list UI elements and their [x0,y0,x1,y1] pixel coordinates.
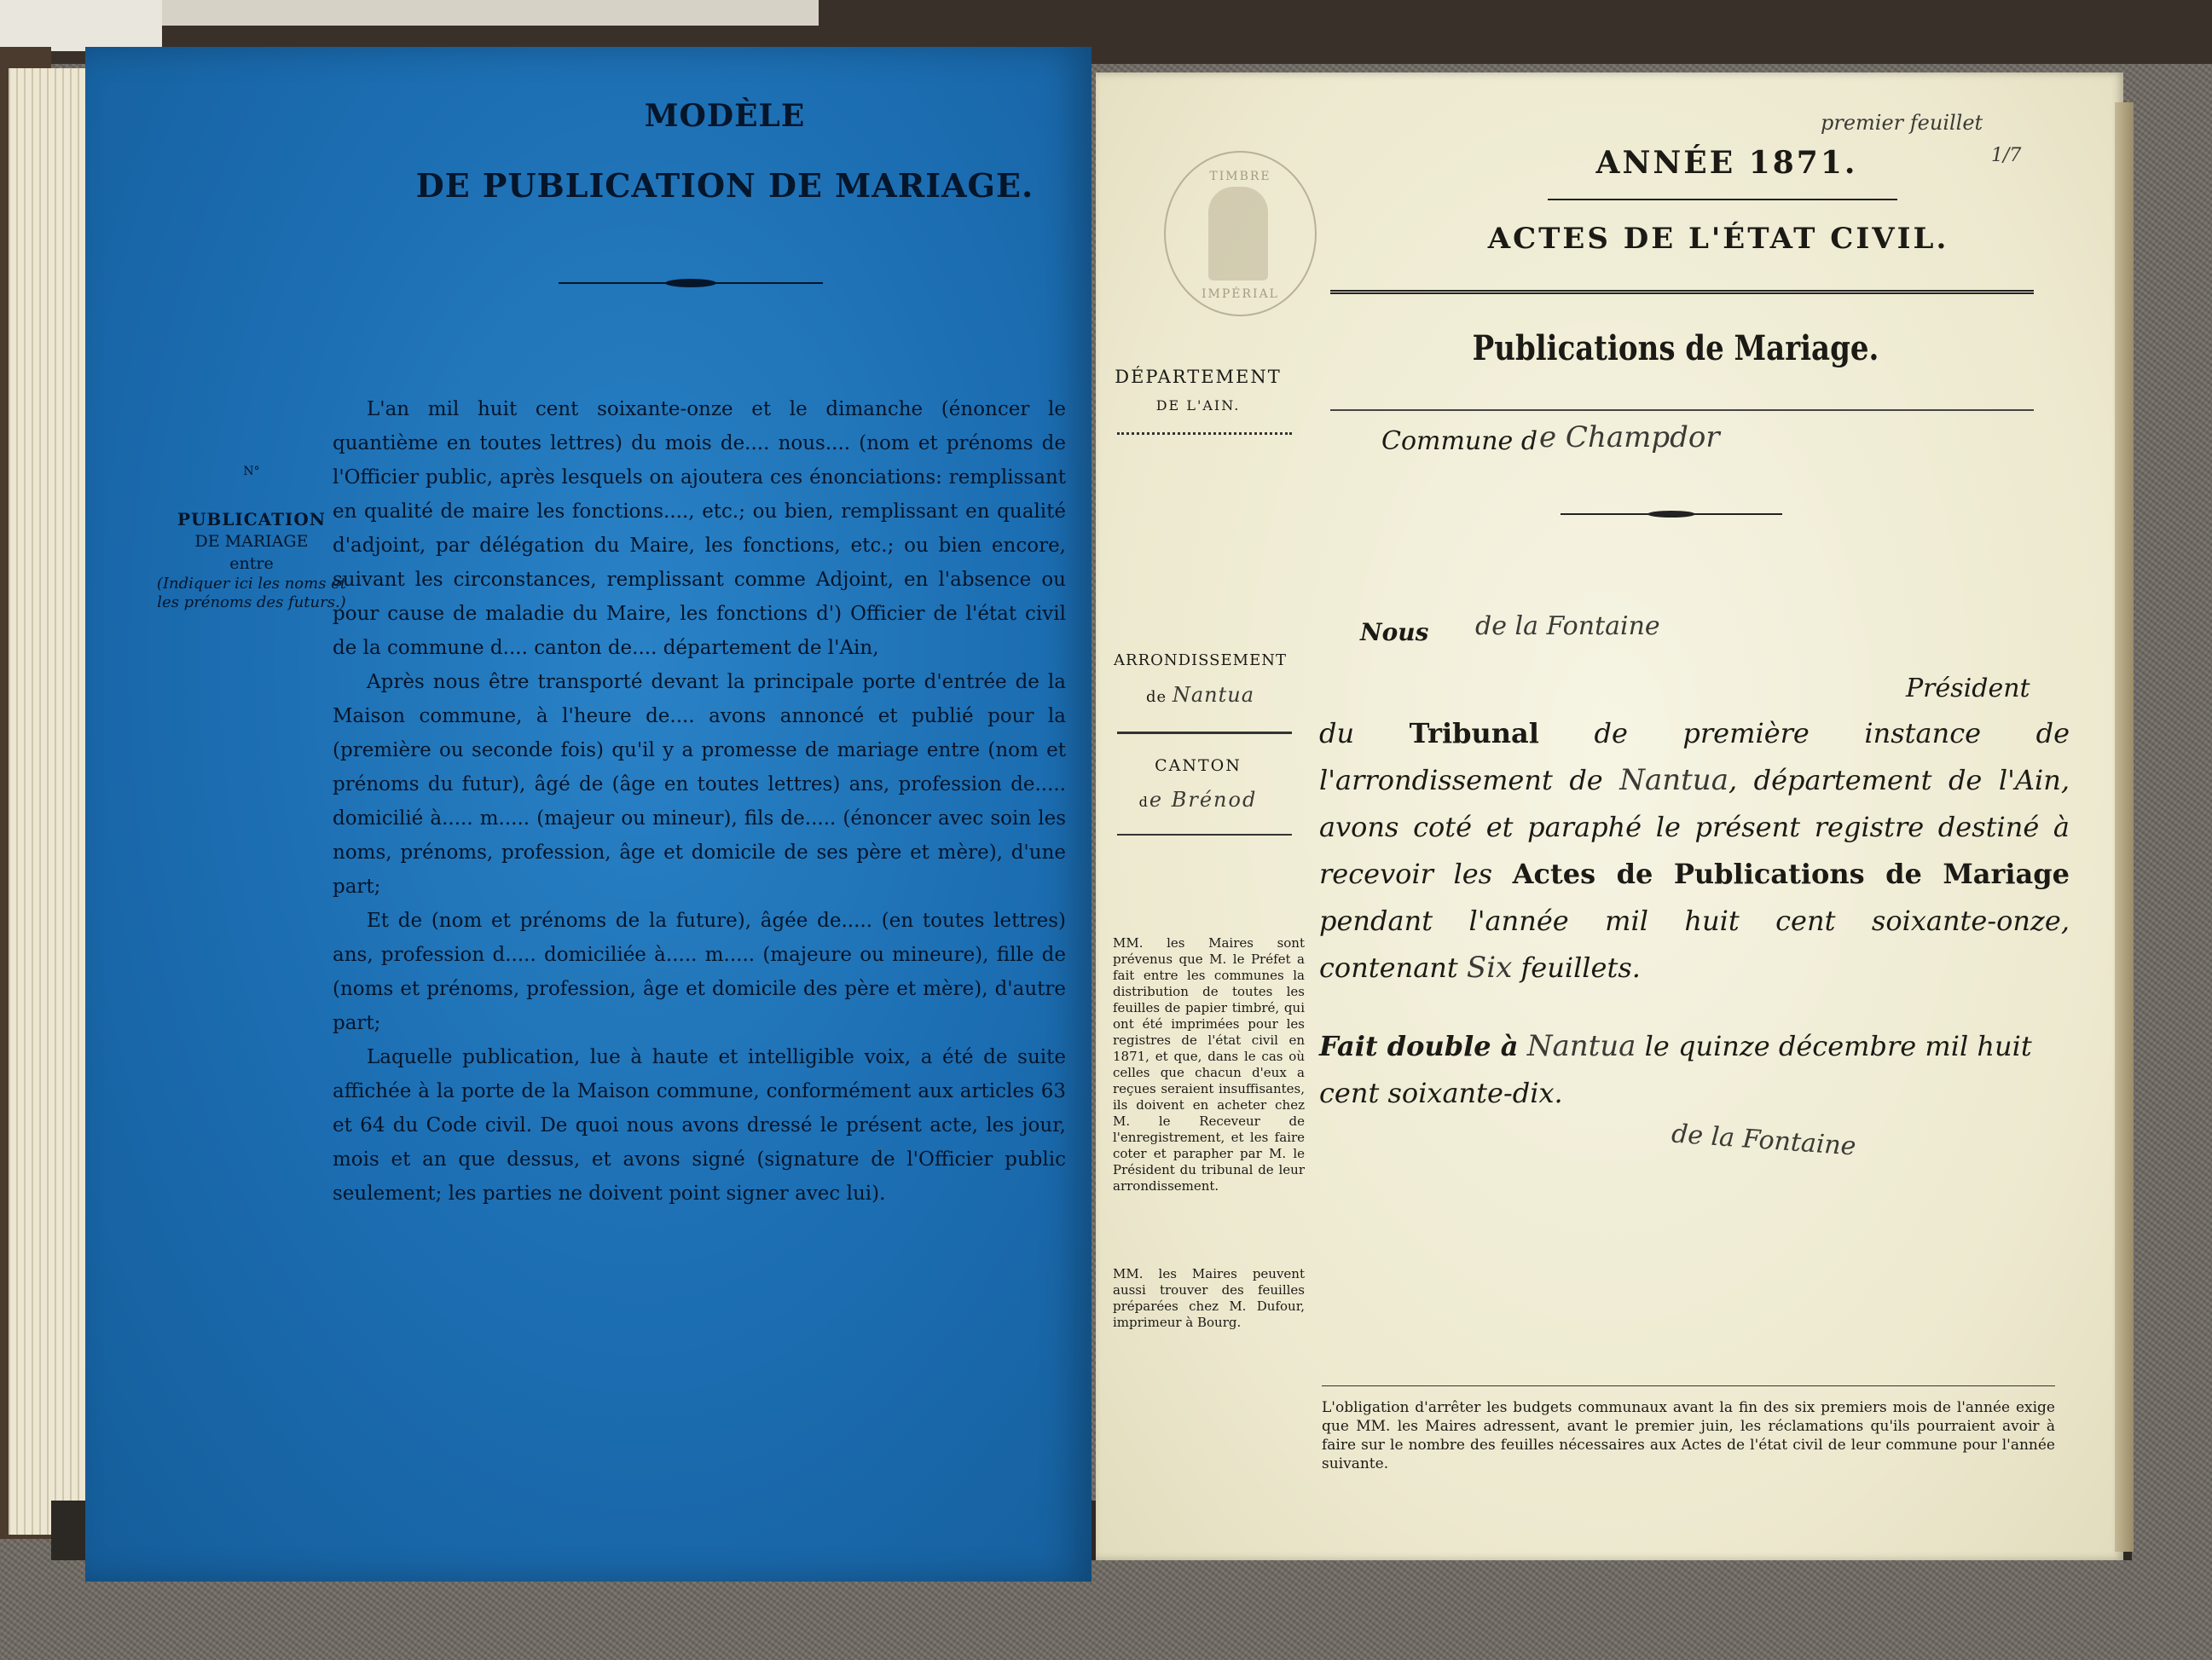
fait-b: le quinze décembre mil huit cent soixante-dix. [1319,1030,2032,1109]
canton: CANTON [1155,756,1242,775]
main-handwritten-six: Six [1466,951,1513,985]
main-actes: Actes de Publications de Mariage [1512,858,2070,890]
main-e: feuillets. [1520,951,1641,984]
handwritten-folio-number: 1/7 [1991,145,2022,166]
paper-corner [0,0,162,51]
obligation-note: L'obligation d'arrêter les budgets communaux avant la fin des six premiers mois de l'année exige que MM. les Maires adressent, avant le premier juin, les réclamations qu'ils pourraient avoir à faire sur le nombre des feuilles nécessaires aux Actes de l'état civil de leur commune pour l'année suivante. [1322,1399,2055,1472]
left-page-blue [85,47,1092,1582]
publications-heading: Publications de Mariage. [1472,328,1879,368]
actes-heading: ACTES DE L'ÉTAT CIVIL. [1487,222,1949,256]
arrondissement-label [1100,644,1300,714]
main-c: , département de l'Ain, avons coté et paraphé le présent registre destiné à recevoir les [1319,764,2070,890]
double-rule [1330,290,2034,294]
seal-figure [1208,187,1268,281]
paper-edge [162,0,819,26]
left-body-text [333,392,1066,1211]
stamp-text-left: TIMBRE [1209,170,1271,183]
de-l-ain: DE L'AIN. [1155,397,1241,414]
arr-de: de [1145,688,1167,706]
side-indiquer: (Indiquer ici les noms et les prénoms des futurs.) [156,575,347,611]
arrondissement-value [1100,678,1300,714]
departement-label [1100,362,1296,420]
main-tribunal: Tribunal [1409,717,1539,749]
fait-double [1319,1023,2070,1117]
rule [1330,409,2034,411]
rule [1117,732,1292,734]
commune-handwritten: e Champdor [1539,420,1720,454]
rule [1322,1385,2055,1386]
fait-a: Fait double à [1319,1030,1519,1062]
left-para-1: L'an mil huit cent soixante-onze et le dimanche (énoncer le quantième en toutes lettres) du mois de.... nous.... (nom et prénoms de l'Officier public, après lesquels on ajoutera ces énonciations: remplissant en qualité de maire les fonctions...., etc.; ou bien, remplissant en qualité d'adjoint, par délégation du Maire, les fonctions, etc.; ou bien encore, suivant les circonstances, remplissant comme Adjoint, en l'absence ou pour cause de maladie du Maire, les fonctions d') Officier de l'état civil de la commune d.... canton de.... département de l'Ain, [333,398,1066,659]
ornament-divider [1561,509,1782,519]
stamp-text-right: IMPÉRIAL [1202,287,1279,301]
left-margin-labels [153,460,350,612]
rule [1117,432,1292,435]
canton-value [1100,783,1296,819]
main-a: du [1319,717,1355,749]
signature: de la Fontaine [1671,1119,1857,1162]
side-publication: PUBLICATION [177,509,327,529]
canton-label [1100,749,1296,819]
nous-handwritten: de la Fontaine [1475,611,1660,641]
president-label: Président [1906,674,2030,703]
main-declaration [1319,710,2070,992]
side-de-mariage: DE MARIAGE [194,532,309,551]
handwritten-premier-feuillet: premier feuillet [1821,111,1983,135]
canton-de: d [1138,794,1149,810]
note-maires-prefet: MM. les Maires sont prévenus que M. le Préfet a fait entre les communes la distribution de toutes les feuilles de papier timbré, qui ont été imprimées pour les registres de l'état civil en 1871, et que, dans le cas où celles que chacun d'eux a reçues seraient insuffisantes, ils doivent en acheter chez M. le Receveur de l'enregistrement, et les faire coter et parapher par M. le Président du tribunal de leur arrondissement. [1113,935,1305,1194]
left-para-3: Et de (nom et prénoms de la future), âgée de..... (en toutes lettres) ans, profession d..... domiciliée à..... m..... (majeure ou mineure), fille de (noms et prénoms, profession, âge et domicile des père et mère), d'autre part; [333,910,1066,1034]
year-heading: ANNÉE 1871. [1595,145,1858,181]
departement: DÉPARTEMENT [1115,367,1282,387]
side-entre: entre [229,554,274,573]
rule [1548,199,1897,200]
left-para-4: Laquelle publication, lue à haute et intelligible voix, a été de suite affichée à la porte de la Maison commune, conformément aux articles 63 et 64 du Code civil. De quoi nous avons dressé le présent acte, les jour, mois et an que dessus, et avons signé (signature de l'Officier public seulement; les parties ne doivent point signer avec lui). [333,1046,1066,1205]
right-page-register [1096,72,2123,1560]
imperial-stamp-seal [1164,151,1317,316]
left-para-2: Après nous être transporté devant la principale porte d'entrée de la Maison commune, à l'heure de.... avons annoncé et publié pour la (première ou seconde fois) qu'il y a promesse de mariage entre (nom et prénoms du futur), âgé de (âge en toutes lettres) ans, profession de..... domicilié à..... m..... (majeur ou mineur), fils de..... (énoncer avec soin les noms, prénoms, profession, âge et domicile de ses père et mère), d'une part; [333,671,1066,898]
ornament-divider [559,277,823,289]
left-title-line1: MODÈLE [644,98,806,134]
rule [1117,834,1292,836]
right-page-edge [2115,102,2134,1552]
left-title-line2: DE PUBLICATION DE MARIAGE. [415,166,1034,205]
main-handwritten-nantua: Nantua [1619,763,1728,797]
commune-label: Commune d [1381,426,1538,456]
nous-label: Nous [1360,618,1429,646]
arr-handwritten: Nantua [1172,683,1255,707]
fait-handwritten: Nantua [1526,1029,1636,1063]
note-maires-dufour: MM. les Maires peuvent aussi trouver des feuilles préparées chez M. Dufour, imprimeur à Bourg. [1113,1266,1305,1330]
arrondissement: ARRONDISSEMENT [1114,651,1287,669]
canton-handwritten: e Brénod [1149,788,1258,812]
side-no: N° [243,465,260,478]
main-d: pendant l'année mil huit cent soixante-onze, contenant [1319,905,2070,984]
main-b: de première instance de l'arrondissement de [1319,717,2070,796]
